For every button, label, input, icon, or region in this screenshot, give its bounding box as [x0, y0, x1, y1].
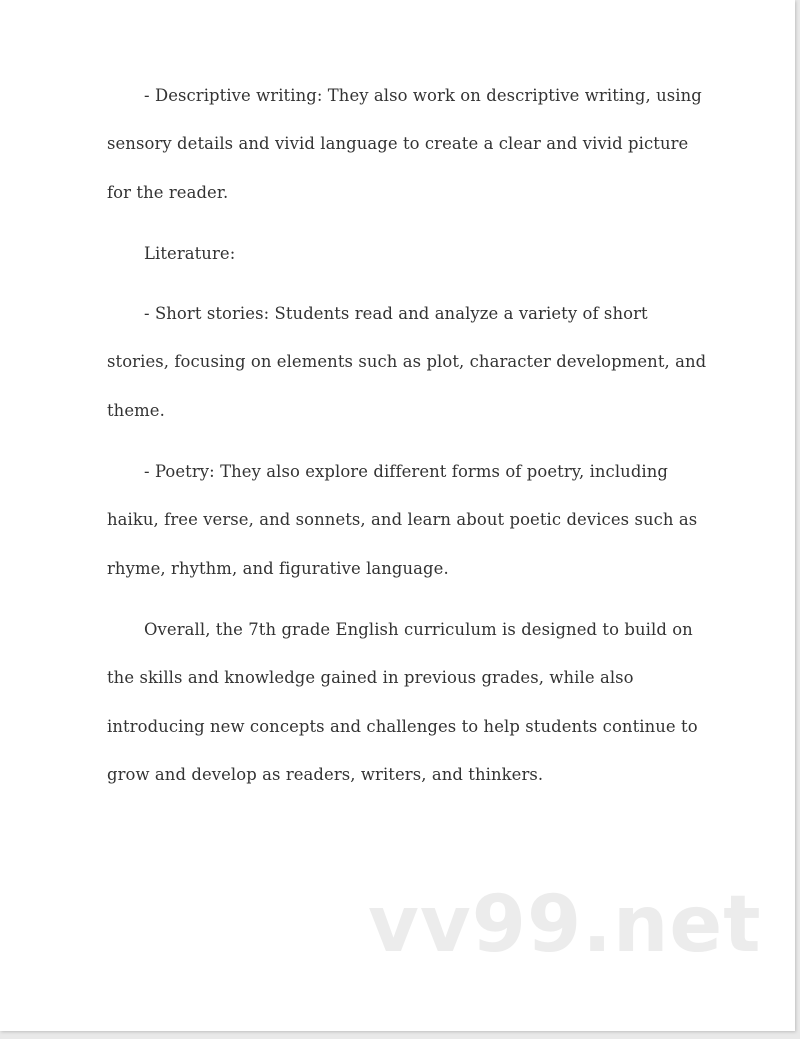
watermark-text: vv99.net — [368, 880, 762, 970]
paragraph-short-stories: - Short stories: Students read and analyze a variety of short stories, focusing on elements such as plot, character development, and theme. — [107, 304, 707, 420]
paragraph-poetry: - Poetry: They also explore different forms of poetry, including haiku, free verse, and sonnets, and learn about poetic devices such as rhyme, rhythm, and figurative language. — [107, 462, 698, 578]
section-heading-literature: Literature: — [144, 243, 236, 263]
paragraph-descriptive-writing: - Descriptive writing: They also work on descriptive writing, using sensory details and vivid language to create a clear and vivid picture for the reader. — [107, 86, 702, 202]
paragraph-overall: Overall, the 7th grade English curriculum is designed to build on the skills and knowledge gained in previous grades, while also introducing new concepts and challenges to help students continue to grow and develop as readers, writers, and thinkers. — [107, 619, 698, 784]
document-body — [107, 72, 707, 812]
